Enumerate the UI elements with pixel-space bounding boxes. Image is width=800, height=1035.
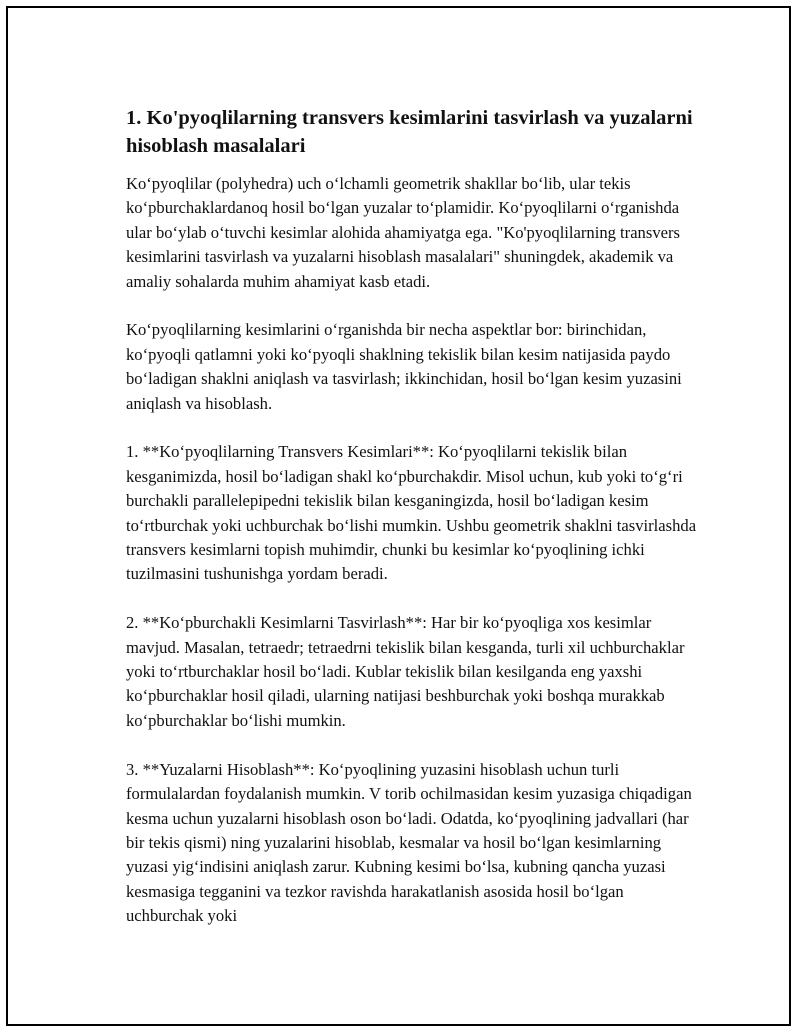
page-frame: [6, 6, 791, 1026]
paragraph-polygon-sections: 2. **Ko‘pburchakli Kesimlarni Tasvirlash**: Har bir ko‘pyoqliga xos kesimlar mavjud. Masalan, tetraedr; tetraedrni tekislik bilan kesganda, turli xil uchburchaklar yoki to‘rtburchaklar hosil bo‘ladi. Kublar tekislik bilan kesilganda eng yaxshi ko‘pburchaklar hosil qiladi, ularning natijasi beshburchak yoki boshqa murakkab ko‘pburchaklar bo‘lishi mumkin.: [126, 613, 685, 730]
paragraph-transverse-sections: 1. **Ko‘pyoqlilarning Transvers Kesimlari**: Ko‘pyoqlilarni tekislik bilan kesganimizda, hosil bo‘ladigan shakl ko‘pburchakdir. Misol uchun, kub yoki to‘g‘ri burchakli parallelepipedni tekislik bilan kesganingizda, hosil bo‘ladigan kesim to‘rtburchak yoki uchburchak bo‘lishi mumkin. Ushbu geometrik shaklni tasvirlashda transvers kesimlarni topish muhimdir, chunki bu kesimlar ko‘pyoqlining ichki tuzilmasini tushunishga yordam beradi.: [126, 442, 697, 584]
document-title: 1. Ko'pyoqlilarning transvers kesimlarini tasvirlash va yuzalarni hisoblash masalalari: [126, 107, 693, 157]
paragraph-intro: Ko‘pyoqlilar (polyhedra) uch o‘lchamli geometrik shakllar bo‘lib, ular tekis ko‘pburchaklardanoq hosil bo‘lgan yuzalar to‘plamidir. Ko‘pyoqlilarni o‘rganishda ular bo‘ylab o‘tuvchi kesimlar alohida ahamiyatga ega. "Ko'pyoqlilarning transvers kesimlarini tasvirlash va yuzalarni hisoblash masalalari" shuningdek, akademik va amaliy sohalarda muhim ahamiyat kasb etadi.: [126, 174, 680, 291]
paragraph-aspects: Ko‘pyoqlilarning kesimlarini o‘rganishda bir necha aspektlar bor: birinchidan, ko‘pyoqli qatlamni yoki ko‘pyoqli shaklning tekislik bilan kesim natijasida paydo bo‘ladigan shaklni aniqlash va tasvirlash; ikkinchidan, hosil bo‘lgan kesim yuzasini aniqlash va hisoblash.: [126, 320, 682, 413]
paragraph-area-calculation: 3. **Yuzalarni Hisoblash**: Ko‘pyoqlining yuzasini hisoblash uchun turli formulalardan foydalanish mumkin. V torib ochilmasidan kesim yuzasiga chiqadigan kesma uchun yuzalarni hisoblash oson bo‘ladi. Odatda, ko‘pyoqlining jadvallari (har bir tekis qismi) ning yuzalarini hisoblab, kesmalar va hosil bo‘lgan kesimlarning yuzasi yig‘indisini aniqlash zarur. Kubning kesimi bo‘lsa, kubning qancha yuzasi kesmasiga tegganini va tezkor ravishda harakatlanish asosida hosil bo‘lgan uchburchak yoki: [126, 759, 692, 926]
document-body: [126, 104, 701, 929]
